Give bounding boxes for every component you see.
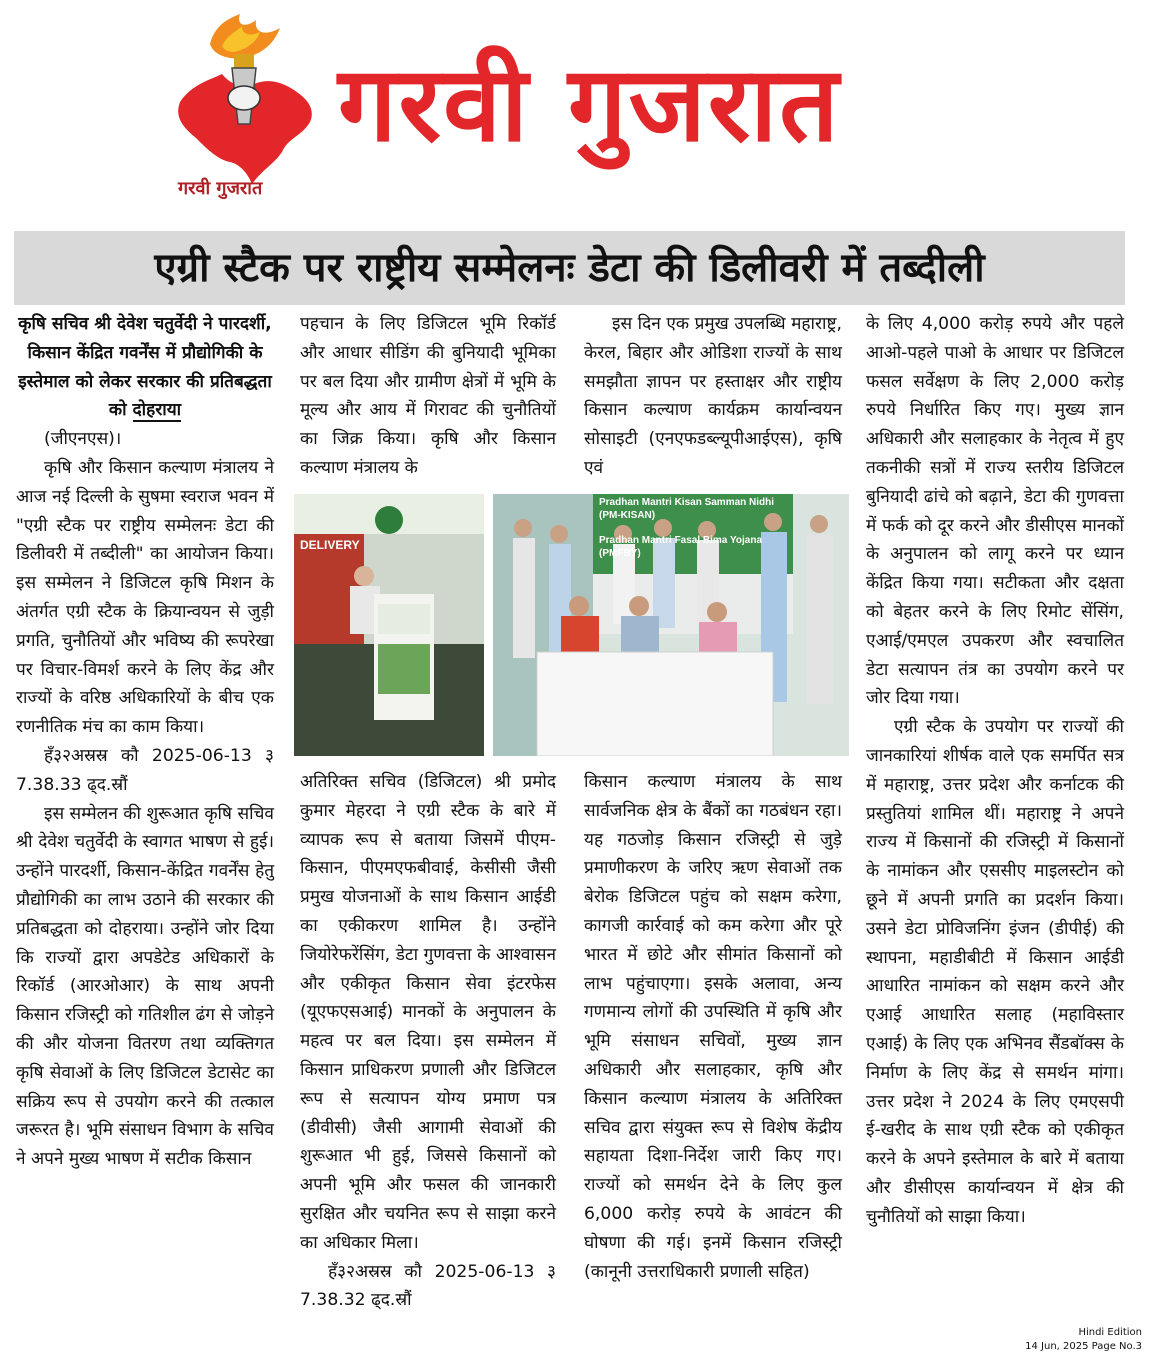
speaker-image	[294, 494, 484, 756]
newspaper-name: गरवी गुजरात	[338, 43, 841, 165]
paragraph: अतिरिक्त सचिव (डिजिटल) श्री प्रमोद कुमार मेहरदा ने एग्री स्टैक के बारे में व्यापक रूप से बताया जिसमें पीएम-किसान, पीएमएफबीवाई, केसीसी जैसी प्रमुख योजनाओं के साथ किसान आईडी का एकीकरण शामिल है। उन्होंने जियोरेफरेंसिंग, डेटा गुणवत्ता के आश्वासन और एकीकृत किसान सेवा इंटरफेस (यूएफएसआई) मानकों के अनुपालन के महत्व पर बल दिया। इस सम्मेलन में किसान प्राधिकरण प्रणाली और डिजिटल रूप से सत्यापन योग्य प्रमाण पत्र (डीवीसी) जैसी आगामी सेवाओं की शुरूआत भी हुई, जिससे किसानों को अपनी भूमि और फसल की जानकारी सुरक्षित और चयनित रूप से साझा करने का अधिकार मिला।	[300, 772, 556, 1253]
masthead	[0, 0, 1152, 220]
screen-banner-text-2: Pradhan Mantri Fasal Bima Yojana (PMFBY)	[599, 535, 763, 559]
article-column-4	[866, 310, 1124, 1232]
lead-underlined-word: दोहराया	[132, 400, 182, 421]
article-headline: एग्री स्टैक पर राष्ट्रीय सम्मेलनः डेटा की डिलीवरी में तब्दीली	[154, 245, 985, 291]
edition-date-page: 14 Jun, 2025 Page No.3	[1025, 1341, 1142, 1352]
edition-footer	[1025, 1326, 1142, 1354]
screen-banner-text-1: Pradhan Mantri Kisan Samman Nidhi (PM-KISAN)	[599, 497, 775, 521]
paragraph: के लिए 4,000 करोड़ रुपये और पहले आओ-पहले पाओ के आधार पर डिजिटल फसल सर्वेक्षण के लिए 2,000 करोड़ रुपये निर्धारित किए गए। मुख्य ज्ञान अधिकारी और सलाहकार के नेतृत्व में हुए तकनीकी सत्रों में राज्य स्तरीय डिजिटल बुनियादी ढांचे को बढ़ाने, डेटा की गुणवत्ता में फर्क को दूर करने और डीसीएस मानकों के अनुपालन को लागू करने पर ध्यान केंद्रित किया गया। सटीकता और दक्षता को बेहतर करने के लिए रिमोट सेंसिंग, एआई/एमएल उपकरण और स्वचालित डेटा सत्यापन तंत्र का उपयोग करने पर जोर दिया गया।	[866, 314, 1124, 709]
paragraph: किसान कल्याण मंत्रालय के साथ सार्वजनिक क्षेत्र के बैंकों का गठबंधन रहा। यह गठजोड़ किसान रजिस्ट्री से जुड़े प्रमाणीकरण के जरिए ऋण सेवाओं तक बेरोक डिजिटल पहुंच को सक्षम करेगा, कागजी कार्रवाई को कम करेगा और पूरे भारत में छोटे और सीमांत किसानों को लाभ पहुंचाएगा। इसके अलावा, अन्य गणमान्य लोगों की उपस्थिति में कृषि और भूमि संसाधन सचिवों, मुख्य ज्ञान अधिकारी और सलाहकार, कृषि और किसान कल्याण मंत्रालय के अतिरिक्त सचिव द्वारा संयुक्त रूप से विशेष केंद्रीय सहायता दिशा-निर्देश जारी किए गए। राज्यों को समर्थन देने के लिए कुल 6,000 करोड़ रुपये के आवंटन की घोषणा की गई। इनमें किसान रजिस्ट्री (कानूनी उत्तराधिकारी प्रणाली सहित)	[584, 772, 842, 1282]
paragraph: इस दिन एक प्रमुख उपलब्धि महाराष्ट्र, केरल, बिहार और ओडिशा राज्यों के साथ समझौता ज्ञापन पर हस्ताक्षर और राष्ट्रीय किसान कल्याण कार्यक्रम कार्यान्वयन सोसाइटी (एनएफडब्ल्यूपीआईएस), कृषि एवं	[584, 314, 842, 478]
paragraph: इस सम्मेलन की शुरूआत कृषि सचिव श्री देवेश चतुर्वेदी के स्वागत भाषण से हुई। उन्होंने पारदर्शी, किसान-केंद्रित गवर्नेंस हेतु प्रौद्योगिकी का लाभ उठाने की सरकार की प्रतिबद्धता को दोहराया। उन्होंने जोर दिया कि राज्यों द्वारा अपडेटेड अधिकारों के रिकॉर्ड (आरओआर) के साथ अपनी किसान रजिस्ट्री को गतिशील ढंग से जोड़ने की और योजना वितरण तथा व्यक्तिगत कृषि सेवाओं के लिए डिजिटल डेटासेट का सक्रिय रूप से उपयोग करने की तत्काल जरूरत है। भूमि संसाधन विभाग के सचिव ने अपने मुख्य भाषण में सटीक किसान	[16, 803, 274, 1170]
article-column-3-top	[584, 310, 842, 483]
article-column-3-bottom	[584, 768, 842, 1286]
logo-caption: गरवी गुजरात	[178, 178, 263, 199]
paragraph: पहचान के लिए डिजिटल भूमि रिकॉर्ड और आधार सीडिंग की बुनियादी भूमिका पर बल दिया और ग्रामीण क्षेत्रों में भूमि के मूल्य और आय में गिरावट की चुनौतियों का जिक्र किया। कृषि और किसान कल्याण मंत्रालय के	[300, 314, 556, 478]
paragraph: कृषि और किसान कल्याण मंत्रालय ने आज नई दिल्ली के सुषमा स्वराज भवन में "एग्री स्टैक पर राष्ट्रीय सम्मेलनः डेटा की डिलीवरी में तब्दीली" का आयोजन किया। इस सम्मेलन ने डिजिटल कृषि मिशन के अंतर्गत एग्री स्टैक के क्रियान्वयन से जुड़ी प्रगति, चुनौतियों और भविष्य की रूपरेखा पर विचार-विमर्श करने के लिए केंद्र और राज्यों के वरिष्ठ अधिकारियों के बीच एक रणनीतिक मंच का काम किया।	[16, 457, 274, 738]
article-column-2-bottom	[300, 768, 556, 1315]
mou-signing-photo	[493, 494, 849, 756]
speaker-photo	[294, 494, 484, 756]
article-column-2-top	[300, 310, 556, 483]
timestamp-line: हँ३२अस्रस्र कौ 2025-06-13 ३ 7.38.33 ढ्द.स्रौं	[16, 745, 274, 795]
agency-credit: (जीएनएस)।	[44, 429, 122, 450]
headline-band	[14, 231, 1125, 305]
stage-banner-text: DELIVERY	[300, 538, 360, 552]
article-column-1	[16, 310, 274, 1174]
paragraph: एग्री स्टैक के उपयोग पर राज्यों की जानकारियां शीर्षक वाले एक समर्पित सत्र में महाराष्ट्र, उत्तर प्रदेश और कर्नाटक की प्रस्तुतियां शामिल थीं। महाराष्ट्र ने अपने राज्य में किसानों की रजिस्ट्री में किसानों के नामांकन और एससीए माइलस्टोन को छूने में अपनी प्रगति का प्रदर्शन किया। उसने डेटा प्रोविजनिंग इंजन (डीपीई) की स्थापना, महाडीबीटी में किसान आईडी आधारित नामांकन को सक्षम करने और एआई आधारित सलाह (महाविस्तार एआई) के लिए एक अभिनव सैंडबॉक्स के निर्माण के लिए केंद्र से समर्थन मांगा। उत्तर प्रदेश ने 2024 के लिए एमएसपी ई-खरीद के साथ एग्री स्टैक को एकीकृत करने के अपने इस्तेमाल के बारे में बताया और डीसीएस कार्यान्वयन में क्षेत्र की चुनौतियों को साझा किया।	[866, 717, 1124, 1227]
article-lead	[16, 310, 274, 425]
lead-text: कृषि सचिव श्री देवेश चतुर्वेदी ने पारदर्शी, किसान केंद्रित गवर्नेंस में प्रौद्योगिकी के इस्तेमाल को लेकर सरकार की प्रतिबद्धता को	[18, 314, 272, 421]
timestamp-line: हँ३२अस्रस्र कौ 2025-06-13 ३ 7.38.32 ढ्द.स्रौं	[300, 1261, 556, 1311]
edition-name: Hindi Edition	[1078, 1327, 1142, 1338]
